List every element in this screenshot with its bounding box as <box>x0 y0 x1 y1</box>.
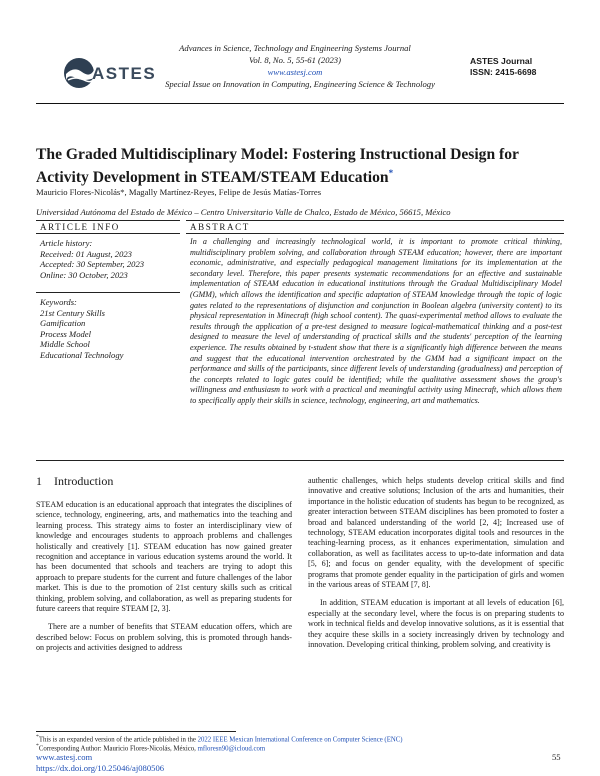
keywords-block <box>40 297 123 361</box>
abstract-text: In a challenging and increasingly technological world, it is important to promote critical thinking, multidisciplinary problem solving, and collaboration through STEAM education; however, there are important economic, administrative, and especially pedagogical management limitations for its implementation at the secondary level. Therefore, this paper presents systematic recommendations for an effective and sustainable implementation of STEAM education in educational institutions through the Gradual Multidisciplinary Model (GMM), which allows the identification and specific adaptation of STEAM knowledge through the topic of logic gates related to the representations of disjunction and conjunction in Boolean algebra (university content) to its physical representation in Minecraft (high school content). The quasi-experimental method allows to evaluate the results through the application of a pre-test designed to measure logical-mathematical thinking and a post-test designed to measure the level of understanding of practical skills and the students' perception of the learning experience. The results obtained by t-student show that there is a significantly high difference between the means and suggest that the educational intervention orchestrated by the GMM had a significant impact on the performance and skills of the participants, since different levels of understanding (gradualness) and perception of the concepts related to logic gates could be identified; while the qualitative assessment shows the group's willingness and enthusiasm to work with a practical and meaningful activity using Minecraft, which allows them to specifically apply their skills in science, technology, engineering, art and mathematics. <box>190 237 562 405</box>
accepted-date: Accepted: 30 September, 2023 <box>40 259 145 270</box>
volume-line: Vol. 8, No. 5, 55-61 (2023) <box>249 55 341 65</box>
astes-logo <box>62 56 157 92</box>
paragraph: There are a number of benefits that STEAM education offers, which are described below: Focus on problem solving, this is promoted through hands-on projects and activities designed to address <box>36 622 292 653</box>
authors: Mauricio Flores-Nicolás*, Magally Martínez-Reyes, Felipe de Jesús Matías-Torres <box>36 187 322 197</box>
keyword-item: Educational Technology <box>40 349 124 360</box>
footnote-rule <box>36 731 236 732</box>
paragraph: authentic challenges, which helps students develop critical skills and find innovative and creative solutions; Inclusion of the arts and humanities, their importance in the holistic education of students has begun to be recognized, as greater interaction between STEAM disciplines has been promoted to foster a broad and balanced understanding of the world [2, 4]; Increased use of technology, STEAM education incorporates digital tools and resources in the teaching-learning process, as it enhances experimentation, simulation and collaboration, as well as facilitates access to up-to-date information and data [5, 6]; and focus on gender equality, with the development of specific programs that promote gender equality in the participation of girls and women in the various areas of STEAM [7, 8]. <box>308 476 564 590</box>
keyword-item: Process Model <box>40 328 91 339</box>
footnote-mark: * <box>36 734 39 740</box>
journal-website-wrap <box>150 67 440 78</box>
title-footnote-mark[interactable]: * <box>388 168 394 178</box>
doi-wrap <box>36 763 164 773</box>
paragraph: In addition, STEAM education is important at all levels of education [6], especially at the secondary level, where the focus is on preparing students to work in technical fields and develop innovative solutions, as it is essential that they acquire these skills in a society increasingly driven by technology and innovation. Developing critical thinking, problem solving, and creativity is <box>308 598 564 650</box>
section-title: Introduction <box>54 474 114 488</box>
section-number: 1 <box>36 474 42 488</box>
keyword-item: Middle School <box>40 339 90 350</box>
logo-text: ASTES <box>92 64 157 83</box>
abstract-top-rule <box>186 220 564 221</box>
title-text: The Graded Multidisciplinary Model: Fostering Instructional Design for Activity Development in STEAM/STEAM Education <box>36 146 519 187</box>
keyword-item: 21st Century Skills <box>40 307 105 318</box>
paper-title <box>36 146 566 187</box>
footer-website-wrap <box>36 752 92 762</box>
journal-name: Advances in Science, Technology and Engineering Systems Journal <box>179 43 411 53</box>
footnote-mark: * <box>36 743 39 749</box>
footnote-text: This is an expanded version of the article published in the <box>38 736 196 744</box>
right-column <box>308 476 564 659</box>
section-heading <box>36 474 113 489</box>
info-sub-rule <box>36 233 180 234</box>
header-rule <box>36 103 564 104</box>
conference-link[interactable]: 2022 IEEE Mexican International Conference on Computer Science (ENC) <box>197 736 403 744</box>
abstract-heading: ABSTRACT <box>190 222 250 232</box>
doi-link[interactable]: https://dx.doi.org/10.25046/aj080506 <box>36 763 165 773</box>
info-top-rule <box>36 220 180 221</box>
special-issue: Special Issue on Innovation in Computing, Engineering Science & Technology <box>165 79 435 89</box>
journal-short: ASTES Journal <box>470 56 533 66</box>
logo-wave-icon <box>62 56 96 90</box>
journal-box <box>470 56 536 78</box>
article-info-heading: ARTICLE INFO <box>40 222 120 232</box>
article-history <box>40 238 144 280</box>
history-label: Article history: <box>40 238 93 248</box>
keywords-label: Keywords: <box>40 297 77 307</box>
footer-website-link[interactable]: www.astesj.com <box>36 752 93 762</box>
journal-website-link[interactable]: www.astesj.com <box>267 67 323 77</box>
info-mid-rule <box>36 292 180 293</box>
left-column <box>36 500 292 662</box>
affiliation: Universidad Autónoma del Estado de México – Centro Universitario Valle de Chalco, Estado de México, 56615, México <box>36 207 451 217</box>
page-number: 55 <box>552 752 561 762</box>
issn: ISSN: 2415-6698 <box>470 67 537 77</box>
abstract-sub-rule <box>186 233 564 234</box>
keyword-item: Gamification <box>40 318 86 329</box>
email-link[interactable]: mfloresn90@icloud.com <box>197 745 266 753</box>
paragraph: STEAM education is an educational approach that integrates the disciplines of science, technology, engineering, arts, and mathematics into the teaching and learning process. This strategy aims to foster an interdisciplinary view of knowledge and encourages students to approach problems and challenges holistically and creatively [1]. STEAM education has now gained greater recognition and acceptance in various education systems around the world. It has been documented that schools and teachers are trying to adopt this approach to prepare students for the current and future challenges of the labor market. This is due to the promotion of 21st century skills such as critical thinking, problem solving, and collaboration, as well as preparing students for future careers that require STEAM [2, 3]. <box>36 500 292 614</box>
received-date: Received: 01 August, 2023 <box>40 248 132 259</box>
online-date: Online: 30 October, 2023 <box>40 269 128 280</box>
front-bottom-rule <box>36 460 564 461</box>
footnote-text: Corresponding Author: Mauricio Flores-Nicolás, México, <box>38 745 196 753</box>
